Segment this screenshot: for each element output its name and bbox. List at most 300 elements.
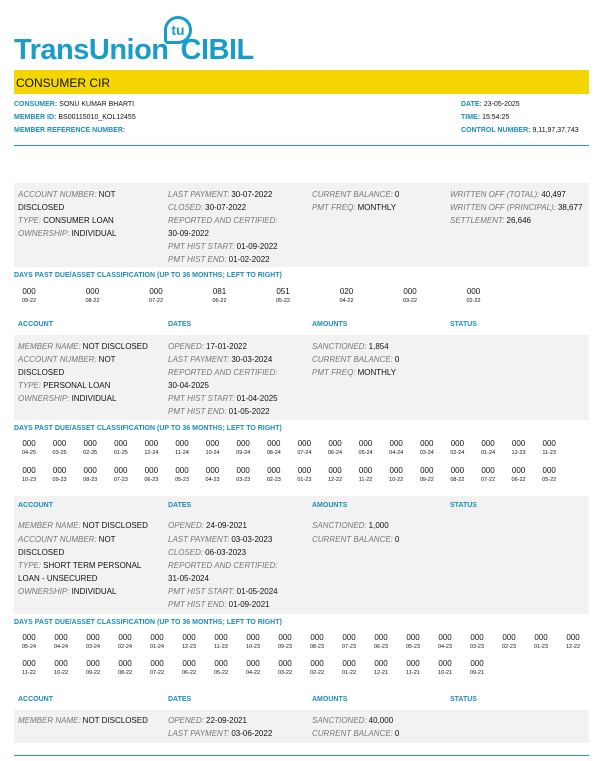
dpd-cell (106, 439, 136, 456)
dpd-value: 000 (54, 633, 68, 642)
field-value: 1,854 (368, 342, 389, 351)
dpd-value: 000 (542, 466, 556, 475)
acct1-last-payment-line (168, 188, 272, 201)
dpd-value: 000 (389, 466, 403, 475)
dpd-cell (268, 287, 298, 304)
dpd-cell (332, 287, 362, 304)
dpd-cell (14, 466, 44, 483)
field-value: NOT (98, 355, 116, 364)
dpd-month: 04-25 (21, 450, 37, 456)
acct3-ownership-line (18, 585, 116, 598)
field-value: NOT (98, 535, 116, 544)
dpd-cell (289, 439, 319, 456)
field-value: SHORT TERM PERSONAL (43, 561, 142, 570)
dpd-value: 000 (86, 659, 100, 668)
dpd-value: 000 (175, 439, 189, 448)
acct4-opened-line (168, 714, 247, 727)
field-label: PMT FREQ: (312, 368, 356, 377)
field-label: LAST PAYMENT: (168, 190, 230, 199)
dpd-cell (238, 659, 268, 676)
dpd-cell (302, 633, 332, 650)
acct2-balance-line (312, 353, 399, 366)
dpd-month: 11-22 (358, 477, 373, 483)
field-value: 24-09-2021 (206, 521, 247, 530)
dpd-value: 000 (22, 659, 36, 668)
dpd-cell (136, 466, 166, 483)
acct2-dates-heading: DATES (168, 321, 192, 328)
dpd-value: 000 (278, 659, 292, 668)
dpd-value: 000 (278, 633, 292, 642)
dpd-value: 000 (511, 466, 526, 475)
field-label: SANCTIONED: (312, 342, 367, 351)
field-value: 0 (394, 190, 400, 199)
dpd-month: 10-23 (21, 477, 37, 483)
account-4-block (14, 710, 589, 743)
acct3-member-line (18, 519, 148, 532)
dpd-value: 000 (118, 659, 132, 668)
acct3-dates-heading: DATES (168, 502, 192, 509)
dpd-cell (45, 439, 75, 456)
dpd-month: 09-24 (236, 450, 251, 456)
acct1-type-line (18, 214, 114, 227)
dpd-value: 000 (438, 659, 452, 668)
field-value: 01-02-2022 (228, 255, 270, 264)
dpd-month: 07-22 (149, 670, 165, 676)
account-1-block (14, 183, 589, 267)
acct1-reported-value: 30-09-2022 (168, 229, 209, 238)
header-divider (14, 145, 589, 146)
field-value: INDIVIDUAL (71, 587, 117, 596)
dpd-cell (14, 633, 44, 650)
dpd-month: 05-23 (405, 644, 421, 650)
date-label: DATE: (461, 101, 482, 108)
dpd-value: 000 (114, 466, 128, 475)
dpd-month: 08-23 (83, 477, 98, 483)
field-value: 22-09-2021 (206, 716, 247, 725)
field-value: INDIVIDUAL (71, 229, 117, 238)
dpd-month: 03-25 (52, 450, 67, 456)
dpd-value: 000 (54, 659, 68, 668)
acct3-balance-line (312, 533, 399, 546)
field-value: 06-03-2023 (205, 548, 247, 557)
dpd-month: 11-24 (175, 450, 189, 456)
dpd-cell (174, 659, 204, 676)
dpd-cell (302, 659, 332, 676)
dpd-value: 000 (246, 633, 260, 642)
dpd-value: 000 (328, 439, 342, 448)
field-label: LAST PAYMENT: (168, 535, 230, 544)
dpd-cell (198, 466, 228, 483)
field-label: LAST PAYMENT: (168, 729, 230, 738)
acct2-reported-value: 30-04-2025 (168, 381, 209, 390)
acct3-opened-line (168, 519, 247, 532)
dpd-cell (334, 633, 364, 650)
dpd-cell (14, 439, 44, 456)
acct4-balance-line (312, 727, 399, 740)
dpd-value: 000 (450, 439, 465, 448)
field-label: REPORTED AND CERTIFIED: (168, 561, 278, 570)
field-label: PMT HIST START: (168, 587, 235, 596)
dpd-month: 08-23 (309, 644, 325, 650)
dpd-month: 01-23 (297, 477, 312, 483)
dpd-value: 000 (389, 439, 403, 448)
dpd-month: 02-22 (309, 670, 325, 676)
dpd-value: 000 (182, 659, 196, 668)
time-line (461, 114, 509, 121)
field-value: 30-07-2022 (205, 203, 247, 212)
dpd-cell (334, 659, 364, 676)
acct2-reported-label (168, 366, 280, 379)
dpd-month: 05-22 (275, 298, 291, 304)
dpd-value: 000 (466, 287, 481, 296)
dpd-month: 02-24 (450, 450, 465, 456)
dpd-cell (504, 439, 534, 456)
dpd-month: 04-23 (205, 477, 220, 483)
acct2-pmt-freq-line (312, 366, 396, 379)
dpd-cell (534, 439, 564, 456)
dpd-cell (228, 466, 258, 483)
dpd-value: 000 (52, 466, 67, 475)
dpd-month: 12-22 (565, 644, 581, 650)
dpd-value: 000 (205, 439, 220, 448)
report-title: CONSUMER CIR (16, 76, 111, 90)
dpd-value: 000 (236, 466, 250, 475)
acct1-reported-label (168, 214, 280, 227)
field-value: 40,497 (541, 190, 566, 199)
dpd-value: 000 (144, 439, 159, 448)
dpd-cell (78, 659, 108, 676)
dpd-cell (504, 466, 534, 483)
dpd-value: 000 (374, 633, 388, 642)
dpd-value: 000 (83, 466, 97, 475)
field-label: WRITTEN OFF (PRINCIPAL): (450, 203, 556, 212)
control-label: CONTROL NUMBER: (461, 127, 531, 134)
dpd-month: 12-23 (181, 644, 197, 650)
dpd-cell (270, 659, 300, 676)
dpd-value: 000 (22, 633, 36, 642)
control-line (461, 127, 579, 134)
field-label: PMT HIST END: (168, 255, 227, 264)
acct2-dp-title: DAYS PAST DUE/ASSET CLASSIFICATION (UP TO 36 MONTHS; LEFT TO RIGHT) (14, 425, 282, 432)
dpd-cell (395, 287, 425, 304)
dpd-cell (366, 633, 396, 650)
dpd-cell (430, 659, 460, 676)
dpd-month: 01-23 (533, 644, 549, 650)
dpd-cell (198, 439, 228, 456)
field-value: NOT DISCLOSED (82, 716, 148, 725)
acct3-reported-label (168, 559, 280, 572)
dpd-cell (167, 439, 197, 456)
consumer-line (14, 101, 134, 108)
member-ref-line (14, 127, 127, 134)
acct3-pmt-start-line (168, 585, 278, 598)
acct3-status-heading: STATUS (450, 502, 477, 509)
logo-text (14, 34, 254, 67)
dpd-cell (270, 633, 300, 650)
field-value: 0 (394, 355, 400, 364)
acct2-pmt-start-line (168, 392, 278, 405)
dpd-cell (46, 659, 76, 676)
dpd-month: 05-22 (542, 477, 557, 483)
dpd-value: 000 (22, 439, 36, 448)
field-value: 03-06-2022 (231, 729, 273, 738)
member-ref-label: MEMBER REFERENCE NUMBER: (14, 127, 126, 134)
field-value: 17-01-2022 (206, 342, 247, 351)
dpd-cell (106, 466, 136, 483)
dpd-month: 06-22 (181, 670, 197, 676)
dpd-cell (558, 633, 588, 650)
dpd-cell (462, 659, 492, 676)
transunion-cibil-logo (14, 16, 276, 66)
field-label: CLOSED: (168, 548, 204, 557)
dpd-value: 000 (566, 633, 580, 642)
acct1-number-line (18, 188, 116, 201)
dpd-month: 09-22 (419, 477, 434, 483)
dpd-cell (459, 287, 489, 304)
dpd-cell (366, 659, 396, 676)
dpd-month: 05-22 (213, 670, 229, 676)
report-date: 23-05-2025 (483, 101, 520, 108)
dpd-month: 03-24 (419, 450, 434, 456)
field-label: OPENED: (168, 342, 205, 351)
dpd-cell (141, 287, 171, 304)
dpd-value: 000 (205, 466, 220, 475)
dpd-month: 02-22 (466, 298, 481, 304)
dpd-month: 01-25 (113, 450, 128, 456)
dpd-value: 000 (149, 287, 163, 296)
acct3-reported-value: 31-05-2024 (168, 574, 209, 583)
logo-brand: TransUnion (14, 34, 169, 66)
dpd-cell (534, 466, 564, 483)
dpd-cell (110, 633, 140, 650)
dpd-cell (351, 439, 381, 456)
dpd-value: 000 (236, 439, 250, 448)
member-id-line (14, 114, 136, 121)
dpd-cell (442, 466, 472, 483)
dpd-value: 000 (406, 633, 420, 642)
dpd-value: 000 (22, 466, 36, 475)
field-label: CURRENT BALANCE: (312, 190, 393, 199)
dpd-month: 06-22 (511, 477, 526, 483)
field-label: CURRENT BALANCE: (312, 355, 393, 364)
dpd-month: 03-24 (85, 644, 101, 650)
acct3-number-cont: DISCLOSED (18, 548, 65, 557)
dpd-month: 05-24 (358, 450, 373, 456)
dpd-cell (526, 633, 556, 650)
field-label: WRITTEN OFF (TOTAL): (450, 190, 540, 199)
dpd-month: 10-24 (205, 450, 220, 456)
acct1-pmt-freq-line (312, 201, 396, 214)
dpd-cell (78, 287, 108, 304)
field-label: LAST PAYMENT: (168, 355, 230, 364)
acct2-sanctioned-line (312, 340, 389, 353)
dpd-month: 08-22 (117, 670, 133, 676)
dpd-value: 000 (470, 659, 484, 668)
dpd-value: 000 (420, 466, 434, 475)
acct1-wo-total-line (450, 188, 566, 201)
acct4-member-line (18, 714, 148, 727)
dpd-cell (45, 466, 75, 483)
field-label: SETTLEMENT: (450, 216, 505, 225)
consumer-label: CONSUMER: (14, 101, 58, 108)
dpd-value: 000 (511, 439, 526, 448)
dpd-month: 03-22 (277, 670, 293, 676)
dpd-value: 000 (450, 466, 465, 475)
acct2-last-payment-line (168, 353, 272, 366)
dpd-value: 000 (118, 633, 132, 642)
dpd-value: 000 (310, 633, 324, 642)
acct4-dates-heading: DATES (168, 696, 192, 703)
dpd-month: 07-24 (297, 450, 312, 456)
dpd-month: 10-21 (437, 670, 453, 676)
dpd-month: 06-23 (144, 477, 159, 483)
field-label: ACCOUNT NUMBER: (18, 355, 97, 364)
field-label: OPENED: (168, 716, 205, 725)
field-label: PMT HIST END: (168, 600, 227, 609)
dpd-value: 000 (297, 439, 312, 448)
dpd-month: 07-22 (148, 298, 164, 304)
report-title-banner (14, 70, 589, 94)
dpd-value: 000 (328, 466, 342, 475)
acct2-member-line (18, 340, 148, 353)
dpd-cell (473, 466, 503, 483)
report-time: 15:54:25 (482, 114, 510, 121)
dpd-month: 04-22 (339, 298, 354, 304)
dpd-value: 000 (358, 466, 373, 475)
acct2-account-heading: ACCOUNT (18, 321, 53, 328)
dpd-value: 000 (438, 633, 452, 642)
dpd-cell (14, 287, 44, 304)
field-value: 30-03-2024 (231, 355, 273, 364)
field-label: SANCTIONED: (312, 716, 367, 725)
dpd-month: 09-23 (277, 644, 293, 650)
dpd-month: 02-23 (501, 644, 517, 650)
dpd-month: 03-23 (469, 644, 485, 650)
acct1-settlement-line (450, 214, 531, 227)
field-label: TYPE: (18, 381, 42, 390)
account-3-block (14, 496, 589, 614)
footer-divider (14, 755, 589, 756)
field-value: MONTHLY (357, 368, 397, 377)
dpd-month: 07-22 (480, 477, 496, 483)
acct3-account-heading: ACCOUNT (18, 502, 53, 509)
dpd-cell (351, 466, 381, 483)
field-value: 01-05-2022 (228, 407, 270, 416)
dpd-month: 08-24 (266, 450, 281, 456)
field-value: CONSUMER LOAN (43, 216, 114, 225)
dpd-cell (110, 659, 140, 676)
consumer-name: SONU KUMAR BHARTI (59, 101, 135, 108)
field-label: OWNERSHIP: (18, 394, 70, 403)
field-label: ACCOUNT NUMBER: (18, 535, 97, 544)
field-value: 30-07-2022 (231, 190, 273, 199)
dpd-month: 10-22 (389, 477, 404, 483)
dpd-month: 02-23 (266, 477, 281, 483)
dpd-cell (462, 633, 492, 650)
acct1-closed-line (168, 201, 246, 214)
dpd-month: 06-23 (373, 644, 389, 650)
field-value: 0 (394, 535, 400, 544)
dpd-month: 04-23 (437, 644, 453, 650)
dpd-month: 08-22 (450, 477, 465, 483)
dpd-cell (398, 633, 428, 650)
dpd-cell (136, 439, 166, 456)
dpd-cell (381, 466, 411, 483)
acct4-status-heading: STATUS (450, 696, 477, 703)
dpd-cell (75, 466, 105, 483)
dpd-cell (442, 439, 472, 456)
dpd-month: 05-23 (174, 477, 190, 483)
field-label: TYPE: (18, 216, 42, 225)
dpd-month: 12-22 (327, 477, 343, 483)
dpd-month: 03-23 (236, 477, 251, 483)
dpd-value: 000 (267, 439, 281, 448)
dpd-month: 10-22 (53, 670, 69, 676)
dpd-month: 09-23 (52, 477, 67, 483)
field-label: PMT HIST START: (168, 242, 235, 251)
dpd-value: 000 (52, 439, 67, 448)
member-id: BS00115010_KOL12455 (58, 114, 136, 121)
acct2-number-line (18, 353, 116, 366)
field-label: TYPE: (18, 561, 42, 570)
field-label: OPENED: (168, 521, 205, 530)
dpd-cell (430, 633, 460, 650)
dpd-value: 000 (85, 287, 100, 296)
dpd-value: 000 (542, 439, 556, 448)
acct3-last-payment-line (168, 533, 272, 546)
dpd-value: 000 (406, 659, 420, 668)
field-value: 01-09-2021 (228, 600, 270, 609)
field-label: CURRENT BALANCE: (312, 535, 393, 544)
dpd-value: 000 (481, 439, 495, 448)
field-value: MONTHLY (357, 203, 397, 212)
acct4-last-payment-line (168, 727, 272, 740)
dpd-month: 05-24 (21, 644, 37, 650)
dpd-cell (206, 633, 236, 650)
acct2-type-line (18, 379, 110, 392)
field-label: MEMBER NAME: (18, 716, 81, 725)
acct3-type-line (18, 559, 141, 572)
field-label: OWNERSHIP: (18, 229, 70, 238)
acct2-status-heading: STATUS (450, 321, 477, 328)
dpd-value: 000 (175, 466, 189, 475)
dpd-value: 000 (214, 633, 228, 642)
dpd-month: 06-24 (327, 450, 343, 456)
field-value: 03-03-2023 (231, 535, 273, 544)
acct1-number-cont: DISCLOSED (18, 203, 65, 212)
dpd-month: 04-24 (389, 450, 404, 456)
acct2-amounts-heading: AMOUNTS (312, 321, 348, 328)
dpd-value: 000 (297, 466, 312, 475)
field-value: 01-05-2024 (236, 587, 278, 596)
dpd-value: 000 (214, 659, 228, 668)
dpd-cell (174, 633, 204, 650)
dpd-month: 01-22 (341, 670, 357, 676)
logo-product: CIBIL (180, 34, 254, 66)
dpd-value: 000 (150, 659, 164, 668)
dpd-cell (412, 439, 442, 456)
dpd-value: 000 (481, 466, 495, 475)
field-label: CURRENT BALANCE: (312, 729, 393, 738)
dpd-value: 000 (358, 439, 373, 448)
dpd-value: 000 (534, 633, 548, 642)
field-label: REPORTED AND CERTIFIED: (168, 368, 278, 377)
member-id-label: MEMBER ID: (14, 114, 57, 121)
field-label: REPORTED AND CERTIFIED: (168, 216, 278, 225)
dpd-month: 04-24 (53, 644, 69, 650)
dpd-cell (259, 466, 289, 483)
dpd-value: 000 (246, 659, 260, 668)
